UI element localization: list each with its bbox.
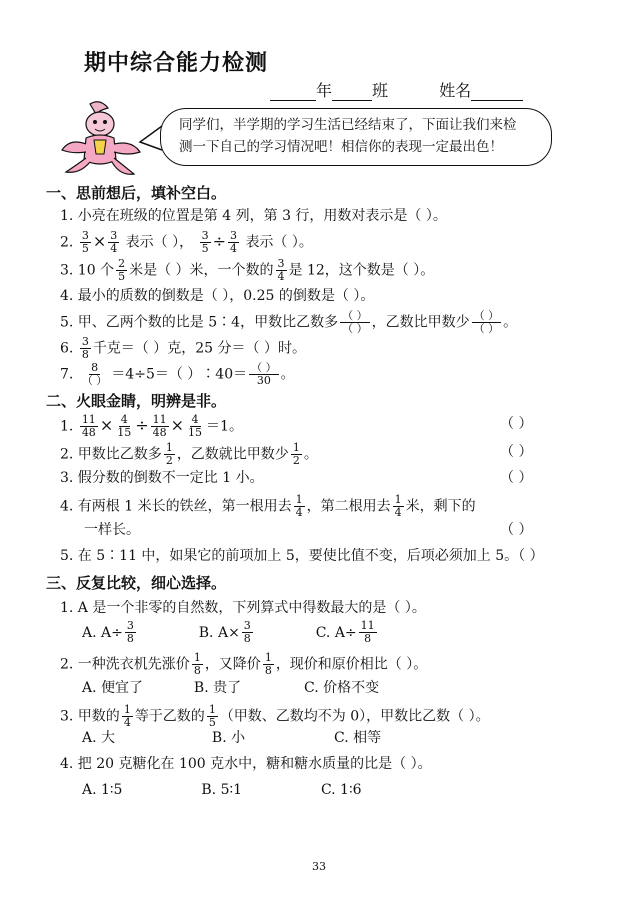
- option-c[interactable]: C. 价格不变: [304, 680, 380, 696]
- fraction-blank: $\frac{( )}{( )}$: [342, 309, 368, 335]
- option-a[interactable]: A. 大: [82, 730, 116, 746]
- option-b[interactable]: B. A× $\frac{3}{8}$: [198, 619, 251, 645]
- s2-question-2: 2. 甲数比乙数多 $\frac{1}{2}$ ，乙数就比甲数少 $\frac{1}{2}$ 。: [60, 441, 318, 467]
- fraction-1-8: $\frac{1}{8}$: [264, 651, 272, 677]
- s3-question-3-options: [82, 728, 381, 748]
- grade-label: 年: [316, 81, 333, 100]
- s3-question-2-options: [82, 678, 379, 698]
- fraction-2-5: $\frac{2}{5}$: [118, 257, 126, 283]
- s2-question-5: 5. 在 5∶11 中，如果它的前项加上 5，要使比值不变，后项必须加上 5。（ ）: [60, 548, 544, 564]
- fraction-11-48: $\frac{11}{48}$: [152, 413, 167, 439]
- fraction-3-5: $\frac{3}{5}$: [201, 229, 209, 255]
- s1-question-1: 1. 小亮在班级的位置是第 4 列，第 3 行，用数对表示是（ ）。: [60, 208, 447, 224]
- s1-question-7: 7. $\frac{8}{( )}$ ＝4÷5＝（ ）∶40＝ $\frac{( )}{30}$ 。: [60, 361, 295, 387]
- option-a[interactable]: A. 便宜了: [82, 680, 144, 696]
- page-title: 期中综合能力检测: [84, 51, 269, 76]
- section-1-heading: 一、思前想后，填补空白。: [46, 184, 227, 202]
- s1-question-4: 4. 最小的质数的倒数是（ ），0.25 的倒数是（ ）。: [60, 288, 375, 304]
- s2-question-4-cont: 一样长。: [84, 522, 140, 538]
- s3-question-1: 1. A 是一个非零的自然数，下列算式中得数最大的是（ ）。: [60, 600, 426, 616]
- fraction-1-8: $\frac{1}{8}$: [193, 651, 201, 677]
- s2-question-3: 3. 假分数的倒数不一定比 1 小。: [60, 470, 264, 486]
- s2-answer-2[interactable]: （ ）: [500, 444, 533, 460]
- fraction-3-4: $\frac{3}{4}$: [229, 229, 237, 255]
- mascot-illustration: [56, 98, 148, 180]
- fraction-4-15: $\frac{4}{15}$: [117, 413, 132, 439]
- s2-answer-3[interactable]: （ ）: [500, 470, 533, 486]
- name-label: 姓名: [439, 81, 472, 100]
- s3-question-4: 4. 把 20 克糖化在 100 克水中，糖和糖水质量的比是（ ）。: [60, 756, 432, 772]
- s2-answer-1[interactable]: （ ）: [500, 416, 533, 432]
- s1-question-5: 5. 甲、乙两个数的比是 5∶4，甲数比乙数多 $\frac{( )}{( )}$ ，乙数比甲数少 $\frac{( )}{( )}$ 。: [60, 309, 518, 335]
- fraction-8-blank: $\frac{8}{( )}$: [81, 361, 108, 387]
- fraction-3-8: $\frac{3}{8}$: [81, 335, 89, 361]
- fraction-3-4: $\frac{3}{4}$: [277, 257, 285, 283]
- fraction-1-4: $\frac{1}{4}$: [394, 493, 402, 519]
- option-b[interactable]: B. 小: [211, 730, 246, 746]
- fraction-1-4: $\frac{1}{4}$: [123, 703, 131, 729]
- option-c[interactable]: C. 相等: [334, 730, 382, 746]
- s1-question-6: 6. $\frac{3}{8}$ 千克＝（ ）克，25 分＝（ ）时。: [60, 335, 306, 361]
- fraction-1-2: $\frac{1}{2}$: [292, 441, 300, 467]
- name-blank[interactable]: [471, 84, 523, 101]
- speech-bubble: [160, 108, 552, 166]
- option-b[interactable]: B. 贵了: [193, 680, 242, 696]
- class-name-line: [270, 78, 523, 101]
- bubble-line-1: 同学们，半学期的学习生活已经结束了，下面让我们来检: [179, 117, 517, 133]
- option-c[interactable]: C. 1∶6: [320, 782, 362, 798]
- s3-question-3: 3. 甲数的 $\frac{1}{4}$ 等于乙数的 $\frac{1}{5}$ （甲数、乙数均不为 0），甲数比乙数（ ）。: [60, 703, 490, 729]
- bubble-line-2: 测一下自己的学习情况吧！相信你的表现一定最出色！: [179, 139, 503, 155]
- option-a[interactable]: A. A÷ $\frac{3}{8}$: [82, 619, 134, 645]
- fraction-1-4: $\frac{1}{4}$: [295, 493, 303, 519]
- option-b[interactable]: B. 5∶1: [201, 782, 243, 798]
- s2-question-4: 4. 有两根 1 米长的铁丝，第一根用去 $\frac{1}{4}$ ，第二根用去 $\frac{1}{4}$ 米，剩下的: [60, 493, 476, 519]
- page-number: 33: [312, 860, 326, 873]
- s3-question-1-options: [82, 620, 379, 645]
- class-blank[interactable]: [332, 84, 372, 101]
- fraction-3-5: $\frac{3}{5}$: [81, 229, 89, 255]
- grade-blank[interactable]: [270, 84, 316, 101]
- s1-question-2: 2. $\frac{3}{5}$ × $\frac{3}{4}$ 表示（ ）， $\frac{3}{5}$ ÷ $\frac{3}{4}$ 表示（ ）。: [60, 229, 313, 255]
- s3-question-2: 2. 一种洗衣机先涨价 $\frac{1}{8}$ ，又降价 $\frac{1}{8}$ ，现价和原价相比（ ）。: [60, 651, 428, 677]
- s2-question-1: 1. $\frac{11}{48}$ × $\frac{4}{15}$ ÷ $\frac{11}{48}$ × $\frac{4}{15}$ ＝1。: [60, 413, 243, 439]
- fraction-blank-30: $\frac{( )}{30}$: [251, 361, 277, 387]
- fraction-1-5: $\frac{1}{5}$: [208, 703, 216, 729]
- fraction-blank: $\frac{( )}{( )}$: [473, 309, 500, 335]
- s2-answer-4[interactable]: （ ）: [500, 522, 533, 538]
- s1-question-3: 3. 10 个 $\frac{2}{5}$ 米是（ ）米，一个数的 $\frac{3}{4}$ 是 12，这个数是（ ）。: [60, 257, 435, 283]
- option-a[interactable]: A. 1∶5: [82, 782, 123, 798]
- s3-question-4-options: [82, 780, 362, 800]
- option-c[interactable]: C. A÷ $\frac{11}{8}$: [315, 619, 375, 645]
- class-label: 班: [372, 81, 389, 100]
- section-3-heading: 三、反复比较，细心选择。: [46, 574, 227, 592]
- section-2-heading: 二、火眼金睛，明辨是非。: [46, 392, 227, 410]
- fraction-11-48: $\frac{11}{48}$: [81, 413, 96, 439]
- fraction-3-4: $\frac{3}{4}$: [110, 229, 118, 255]
- fraction-4-15: $\frac{4}{15}$: [188, 413, 203, 439]
- fraction-1-2: $\frac{1}{2}$: [165, 441, 173, 467]
